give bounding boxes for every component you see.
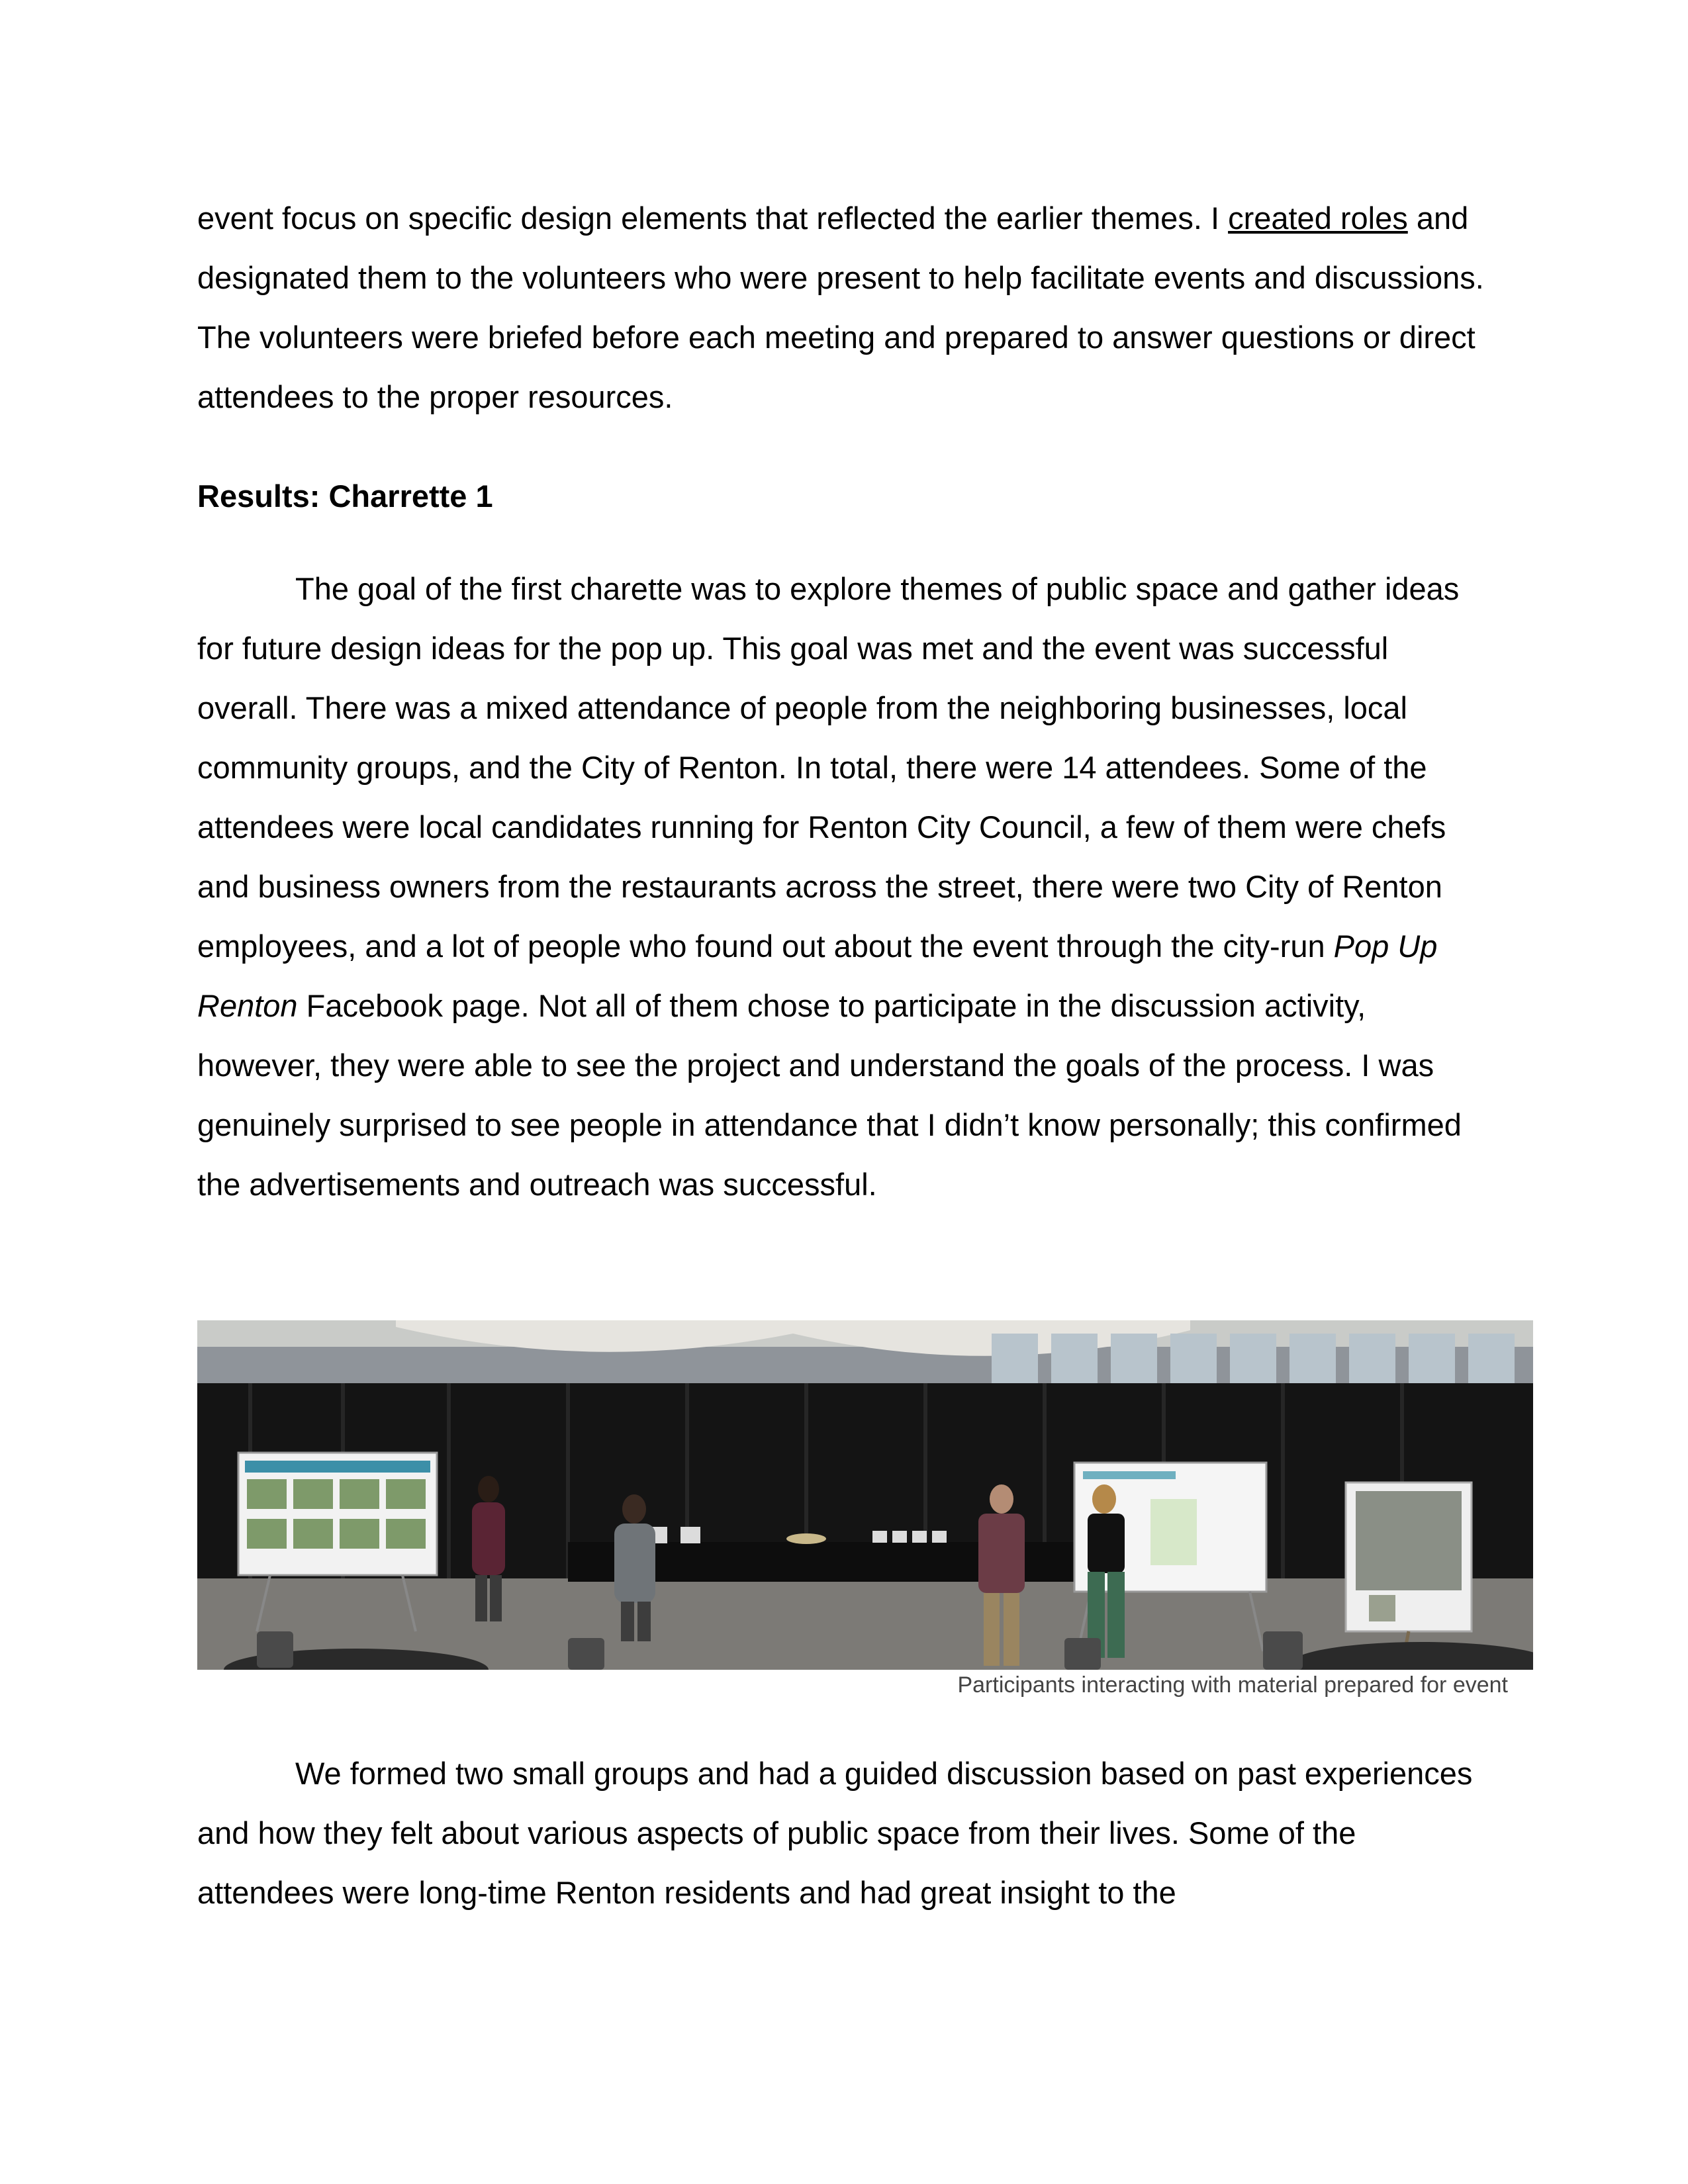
paragraph-text: Facebook page. Not all of them chose to participate in the discussion activity, however, they were able to see the project and understand the goals of the process. I was genuinely surprised to see people in attendance that I didn’t know personally; this confirmed the advertisements and outreach was successful. (197, 988, 1462, 1202)
paragraph-volunteer-roles (197, 189, 1491, 427)
event-photo (197, 1320, 1533, 1670)
pop-up-renton-italic: Pop Up Renton (197, 929, 1438, 1023)
paragraph-text: event focus on specific design elements that reflected the earlier themes. I (197, 201, 1229, 236)
paragraph-text: and designated them to the volunteers who were present to help facilitate events and discussions. The volunteers were briefed before each meeting and prepared to answer questions or direct attendees to the proper resources. (197, 201, 1484, 414)
paragraph-text: The goal of the first charette was to explore themes of public space and gather ideas for future design ideas for the pop up. This goal was met and the event was successful overall. There was a mixed attendance of people from the neighboring businesses, local community groups, and the City of Renton. In total, there were 14 attendees. Some of the attendees were local candidates running for Renton City Council, a few of them were chefs and business owners from the restaurants across the street, there were two City of Renton employees, and a lot of people who found out about the event through the city-run (197, 571, 1460, 964)
section-heading: Results: Charrette 1 (197, 478, 493, 514)
figure-caption: Participants interacting with material prepared for event (957, 1672, 1508, 1698)
paragraph-charrette-results (197, 559, 1491, 1214)
created-roles-link[interactable]: created roles (1228, 201, 1408, 236)
paragraph-group-discussion: We formed two small groups and had a guided discussion based on past experiences and how they felt about various aspects of public space from their lives. Some of the attendees were long-time Renton residents and had great insight to the (197, 1756, 1473, 1910)
